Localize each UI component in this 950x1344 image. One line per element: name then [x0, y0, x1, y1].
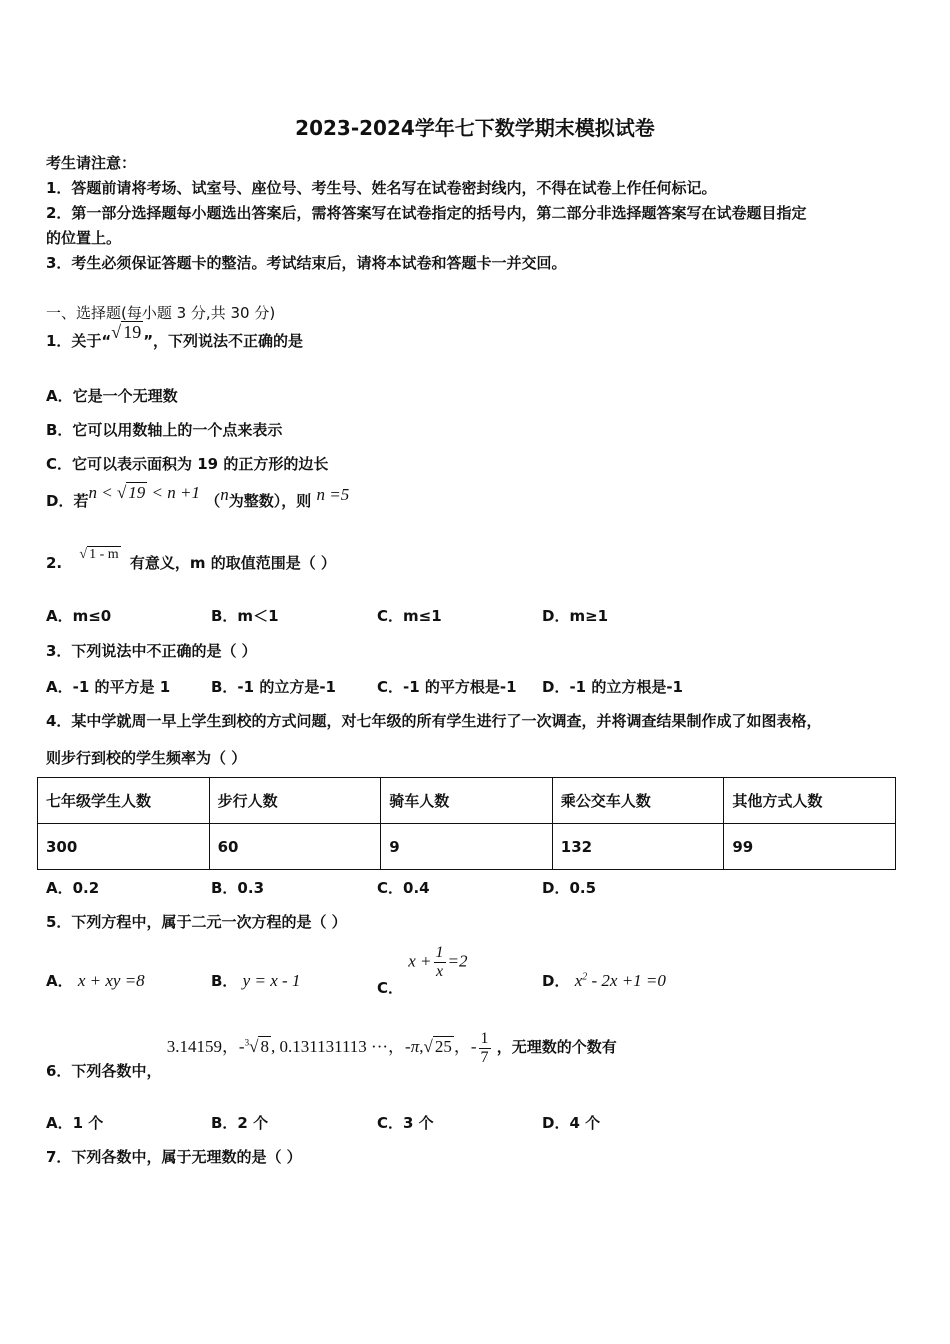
notice-item: 1．答题前请将考场、试室号、座位号、考生号、姓名写在试卷密封线内，不得在试卷上作任何标记。: [46, 179, 717, 197]
option-d: D．0.5: [542, 879, 597, 897]
option-b: B．0.3: [211, 879, 265, 897]
option-b: B． y = x - 1: [211, 971, 301, 990]
question-3-stem: 3．下列说法中不正确的是（ ）: [46, 642, 257, 660]
table-row: [38, 824, 896, 870]
survey-table: [37, 777, 896, 870]
table-cell: 60: [209, 824, 381, 870]
option-d: D．若n < √ 19 < n +1 （n为整数），则 n =5: [46, 483, 350, 510]
table-cell: 99: [724, 824, 896, 870]
option-c: C．0.4: [377, 879, 430, 897]
question-7-stem: 7．下列各数中，属于无理数的是（ ）: [46, 1148, 302, 1166]
notice-item: 的位置上。: [46, 229, 122, 247]
question-2-stem: 2. √ 1 - m 有意义，m 的取值范围是（ ）: [46, 547, 336, 572]
option-b: B．-1 的立方是-1: [211, 678, 336, 696]
table-header-cell: 乘公交车人数: [552, 778, 724, 824]
option-a: A．m≤0: [46, 607, 112, 625]
notice-item: 3．考生必须保证答题卡的整洁。考试结束后，请将本试卷和答题卡一并交回。: [46, 254, 567, 272]
option-a: A．-1 的平方是 1: [46, 678, 171, 696]
question-4-stem-cont: 则步行到校的学生频率为（ ）: [46, 749, 247, 767]
question-6-stem: 6．下列各数中， 3.14159，-$^3$√ 8 , 0.131131113 ···，-π,√ 25 ，- $\frac{1}{7}$ ，无理数的个数有: [46, 1030, 617, 1080]
table-header-cell: 其他方式人数: [724, 778, 896, 824]
option-b: B．它可以用数轴上的一个点来表示: [46, 421, 283, 439]
table-cell: 132: [552, 824, 724, 870]
table-header-cell: 步行人数: [209, 778, 381, 824]
option-a: A．它是一个无理数: [46, 387, 178, 405]
option-c: C．-1 的平方根是-1: [377, 678, 517, 696]
option-d: D． $x^2 - 2x +1 =0$: [542, 971, 666, 990]
table-header-cell: 七年级学生人数: [38, 778, 210, 824]
option-b: B．2 个: [211, 1114, 269, 1132]
section-heading: 一、选择题(每小题 3 分,共 30 分): [46, 304, 276, 322]
page-title: 2023-2024学年七下数学期末模拟试卷: [295, 116, 655, 140]
option-a: A． x + xy =8: [46, 971, 145, 990]
question-1-stem: 1．关于“√ 19 ”，下列说法不正确的是: [46, 322, 304, 350]
table-cell: 9: [381, 824, 553, 870]
radicand: 19: [123, 322, 142, 342]
notice-item: 2．第一部分选择题每小题选出答案后，需将答案写在试卷指定的括号内，第二部分非选择题答案写在试卷题目指定: [46, 204, 807, 222]
option-c: C．它可以表示面积为 19 的正方形的边长: [46, 455, 329, 473]
option-c: C．3 个: [377, 1114, 434, 1132]
option-d: D．4 个: [542, 1114, 601, 1132]
question-4-stem: 4．某中学就周一早上学生到校的方式问题，对七年级的所有学生进行了一次调查，并将调查结果制作成了如图表格，: [46, 712, 822, 730]
table-header-row: [38, 778, 896, 824]
table-header-cell: 骑车人数: [381, 778, 553, 824]
option-b: B．m＜1: [211, 607, 279, 625]
option-d: D．m≥1: [542, 607, 609, 625]
question-5-stem: 5．下列方程中，属于二元一次方程的是（ ）: [46, 913, 347, 931]
option-d: D．-1 的立方根是-1: [542, 678, 683, 696]
table-cell: 300: [38, 824, 210, 870]
notice-header: 考生请注意：: [46, 154, 137, 172]
option-a: A．1 个: [46, 1114, 104, 1132]
option-c: C． x + $\frac{1}{x}$ =2: [377, 944, 468, 997]
option-a: A．0.2: [46, 879, 100, 897]
option-c: C．m≤1: [377, 607, 442, 625]
